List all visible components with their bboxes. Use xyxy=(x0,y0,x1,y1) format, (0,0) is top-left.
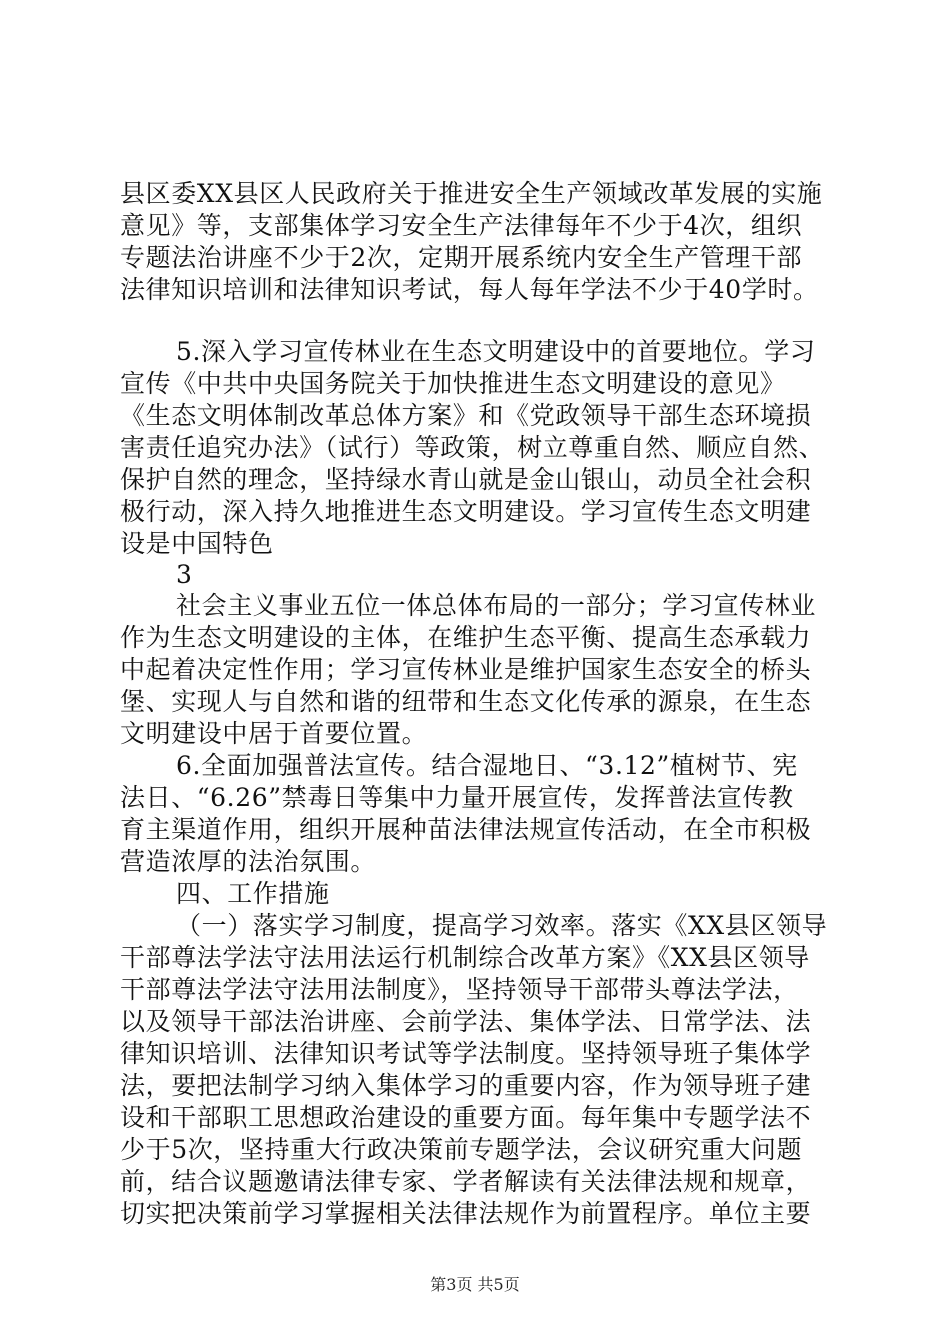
text-line: 干部尊法学法守法用法制度》，坚持领导干部带头尊法学法， xyxy=(120,975,799,1004)
text-line: 律知识培训、法律知识考试等学法制度。坚持领导班子集体学 xyxy=(120,1039,812,1068)
text-line: 意见》等，支部集体学习安全生产法律每年不少于4次，组织 xyxy=(120,211,803,240)
text-line: 5.深入学习宣传林业在生态文明建设中的首要地位。学习 xyxy=(176,337,816,366)
text-line: 文明建设中居于首要位置。 xyxy=(120,719,428,748)
text-line: 害责任追究办法》（试行）等政策，树立尊重自然、顺应自然、 xyxy=(120,433,825,462)
text-line: 设和干部职工思想政治建设的重要方面。每年集中专题学法不 xyxy=(120,1103,812,1132)
text-line: 干部尊法学法守法用法运行机制综合改革方案》《XX县区领导 xyxy=(120,943,810,972)
text-line: 中起着决定性作用；学习宣传林业是维护国家生态安全的桥头 xyxy=(120,655,812,684)
text-line: 法日、“6.26”禁毒日等集中力量开展宣传，发挥普法宣传教 xyxy=(120,783,794,812)
text-line: 前，结合议题邀请法律专家、学者解读有关法律法规和规章， xyxy=(120,1167,812,1196)
text-line: 6.全面加强普法宣传。结合湿地日、“3.12”植树节、宪 xyxy=(176,751,798,780)
text-line: 专题法治讲座不少于2次，定期开展系统内安全生产管理干部 xyxy=(120,243,803,272)
text-line: 设是中国特色 xyxy=(120,529,274,558)
page-footer: 第3页 共5页 xyxy=(430,1275,520,1294)
text-line: （一）落实学习制度，提高学习效率。落实《XX县区领导 xyxy=(176,911,828,940)
text-line: 作为生态文明建设的主体，在维护生态平衡、提高生态承载力 xyxy=(120,623,812,652)
text-line: 法律知识培训和法律知识考试，每人每年学法不少于40学时。 xyxy=(120,275,819,304)
text-line: 育主渠道作用，组织开展种苗法律法规宣传活动，在全市积极 xyxy=(120,815,812,844)
text-line: 少于5次，坚持重大行政决策前专题学法，会议研究重大问题 xyxy=(120,1135,803,1164)
page-number-marker: 3 xyxy=(176,560,193,589)
text-line: 县区委XX县区人民政府关于推进安全生产领域改革发展的实施 xyxy=(120,179,823,208)
text-line: 保护自然的理念，坚持绿水青山就是金山银山，动员全社会积 xyxy=(120,465,812,494)
section-heading: 四、工作措施 xyxy=(176,879,330,908)
text-line: 营造浓厚的法治氛围。 xyxy=(120,847,377,876)
text-line: 宣传《中共中央国务院关于加快推进生态文明建设的意见》 xyxy=(120,369,786,398)
text-line: 切实把决策前学习掌握相关法律法规作为前置程序。单位主要 xyxy=(120,1199,812,1228)
text-line: 法，要把法制学习纳入集体学习的重要内容，作为领导班子建 xyxy=(120,1071,812,1100)
text-line: 极行动，深入持久地推进生态文明建设。学习宣传生态文明建 xyxy=(120,497,812,526)
text-line: 社会主义事业五位一体总体布局的一部分；学习宣传林业 xyxy=(176,591,817,620)
text-line: 以及领导干部法治讲座、会前学法、集体学法、日常学法、法 xyxy=(120,1007,812,1036)
text-line: 《生态文明体制改革总体方案》和《党政领导干部生态环境损 xyxy=(120,401,812,430)
text-line: 堡、实现人与自然和谐的纽带和生态文化传承的源泉，在生态 xyxy=(120,687,812,716)
